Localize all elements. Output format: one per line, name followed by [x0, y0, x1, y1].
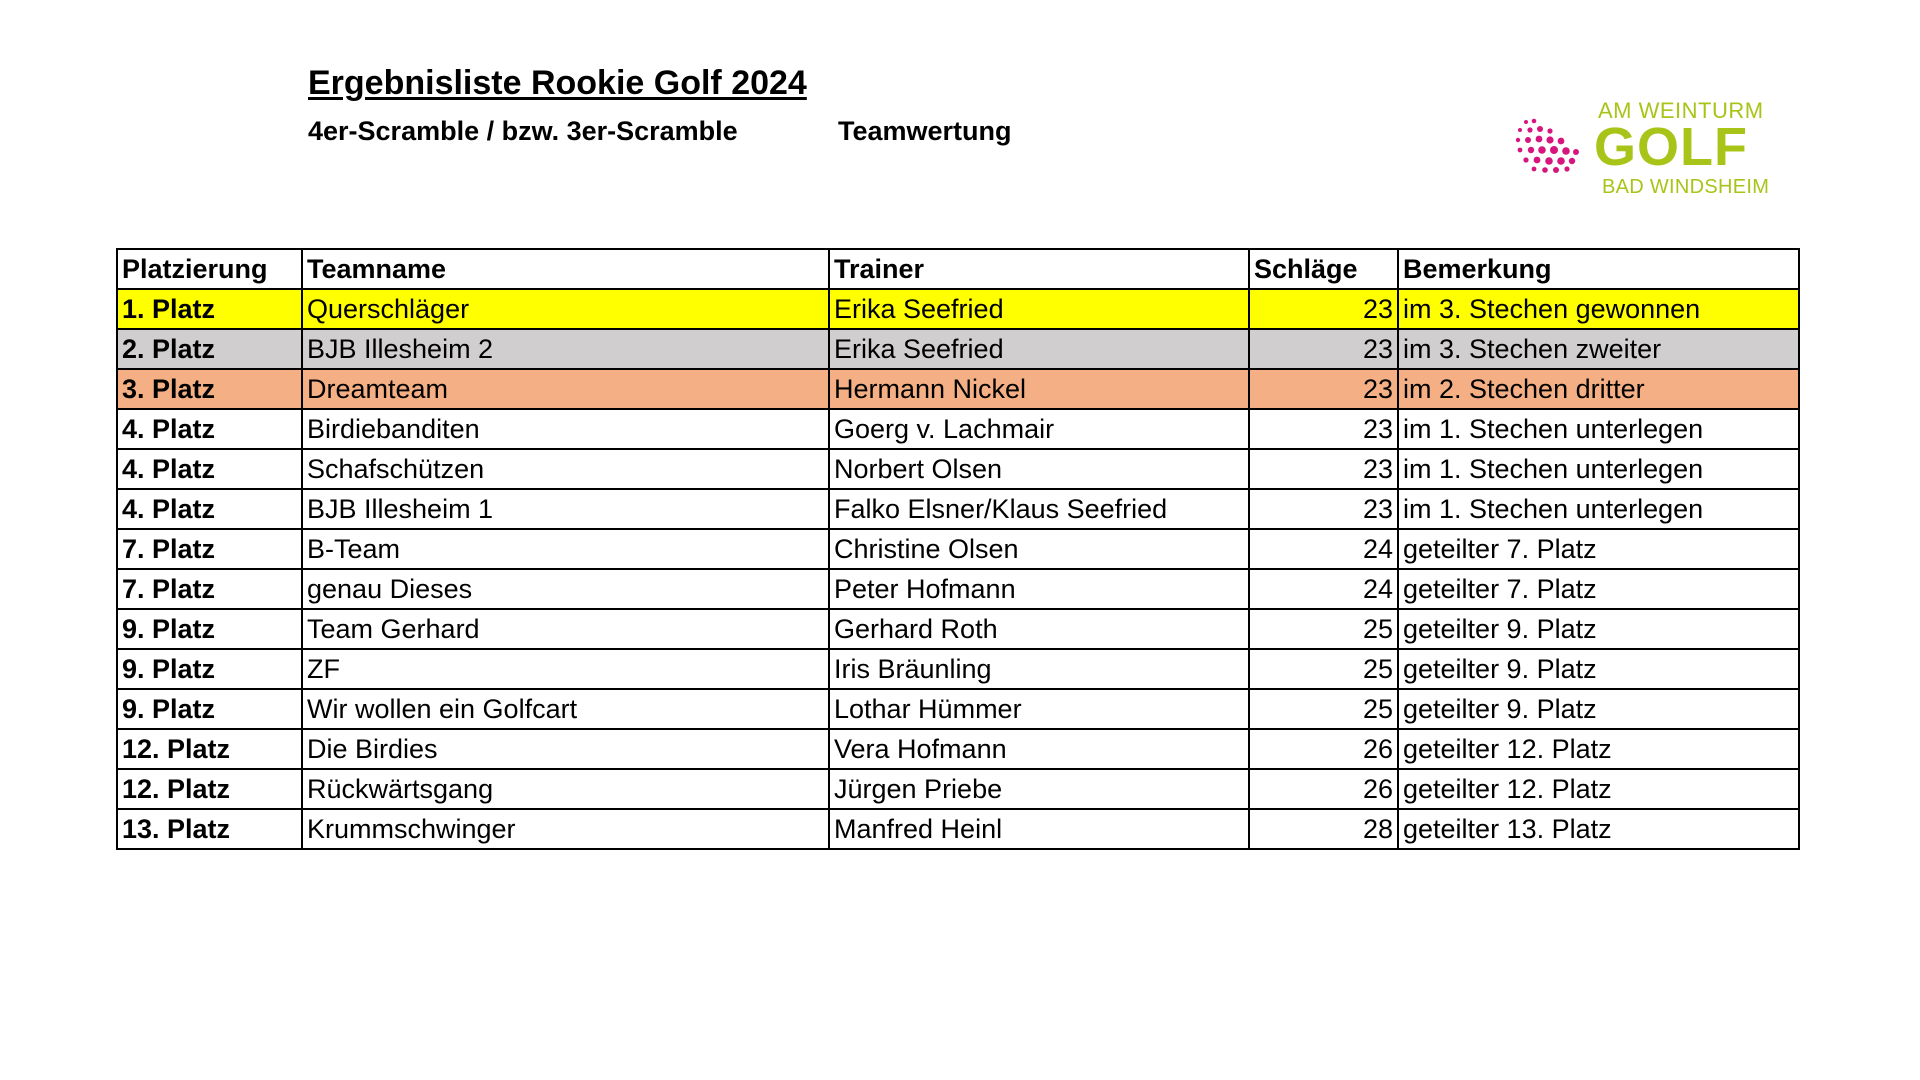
remark-cell: im 2. Stechen dritter: [1398, 369, 1799, 409]
trainer-cell: Erika Seefried: [829, 329, 1249, 369]
place-cell: 3. Platz: [117, 369, 302, 409]
strokes-cell: 23: [1249, 449, 1398, 489]
remark-cell: im 1. Stechen unterlegen: [1398, 489, 1799, 529]
table-row: [117, 489, 1799, 529]
table-row: [117, 689, 1799, 729]
trainer-cell: Manfred Heinl: [829, 809, 1249, 849]
strokes-cell: 23: [1249, 289, 1398, 329]
table-row: [117, 649, 1799, 689]
trainer-cell: Erika Seefried: [829, 289, 1249, 329]
strokes-cell: 25: [1249, 649, 1398, 689]
place-cell: 4. Platz: [117, 449, 302, 489]
golf-ball-dots-icon: [1512, 116, 1584, 176]
place-cell: 9. Platz: [117, 689, 302, 729]
document-subtitle-format: 4er-Scramble / bzw. 3er-Scramble: [308, 116, 738, 146]
remark-cell: geteilter 12. Platz: [1398, 769, 1799, 809]
team-name-cell: BJB Illesheim 1: [302, 489, 829, 529]
header-trainer: Trainer: [829, 249, 1249, 289]
table-row: [117, 449, 1799, 489]
trainer-cell: Norbert Olsen: [829, 449, 1249, 489]
strokes-cell: 23: [1249, 489, 1398, 529]
strokes-cell: 24: [1249, 569, 1398, 609]
remark-cell: geteilter 9. Platz: [1398, 649, 1799, 689]
table-row: [117, 769, 1799, 809]
place-cell: 7. Platz: [117, 529, 302, 569]
trainer-cell: Peter Hofmann: [829, 569, 1249, 609]
trainer-cell: Iris Bräunling: [829, 649, 1249, 689]
table-row: [117, 729, 1799, 769]
team-name-cell: Birdiebanditen: [302, 409, 829, 449]
strokes-cell: 23: [1249, 409, 1398, 449]
logo-top-text: AM WEINTURM: [1598, 98, 1764, 123]
header-strokes: Schläge: [1249, 249, 1398, 289]
table-row: [117, 609, 1799, 649]
team-name-cell: BJB Illesheim 2: [302, 329, 829, 369]
trainer-cell: Falko Elsner/Klaus Seefried: [829, 489, 1249, 529]
trainer-cell: Christine Olsen: [829, 529, 1249, 569]
team-name-cell: B-Team: [302, 529, 829, 569]
team-name-cell: Team Gerhard: [302, 609, 829, 649]
strokes-cell: 28: [1249, 809, 1398, 849]
place-cell: 1. Platz: [117, 289, 302, 329]
table-row: [117, 329, 1799, 369]
results-table-body: [117, 289, 1799, 849]
remark-cell: im 3. Stechen gewonnen: [1398, 289, 1799, 329]
place-cell: 13. Platz: [117, 809, 302, 849]
remark-cell: geteilter 9. Platz: [1398, 609, 1799, 649]
logo-main-text: GOLF: [1594, 117, 1748, 177]
table-row: [117, 569, 1799, 609]
remark-cell: geteilter 7. Platz: [1398, 529, 1799, 569]
table-row: [117, 409, 1799, 449]
team-name-cell: Querschläger: [302, 289, 829, 329]
strokes-cell: 24: [1249, 529, 1398, 569]
trainer-cell: Hermann Nickel: [829, 369, 1249, 409]
logo-bottom-text: BAD WINDSHEIM: [1602, 176, 1770, 198]
trainer-cell: Lothar Hümmer: [829, 689, 1249, 729]
club-logo: [1512, 96, 1780, 200]
team-name-cell: Krummschwinger: [302, 809, 829, 849]
trainer-cell: Vera Hofmann: [829, 729, 1249, 769]
document-title: Ergebnisliste Rookie Golf 2024: [308, 64, 807, 102]
strokes-cell: 26: [1249, 769, 1398, 809]
place-cell: 4. Platz: [117, 489, 302, 529]
team-name-cell: Die Birdies: [302, 729, 829, 769]
remark-cell: geteilter 12. Platz: [1398, 729, 1799, 769]
strokes-cell: 25: [1249, 689, 1398, 729]
remark-cell: geteilter 9. Platz: [1398, 689, 1799, 729]
team-name-cell: genau Dieses: [302, 569, 829, 609]
place-cell: 2. Platz: [117, 329, 302, 369]
strokes-cell: 23: [1249, 329, 1398, 369]
team-name-cell: Rückwärtsgang: [302, 769, 829, 809]
place-cell: 4. Platz: [117, 409, 302, 449]
header-remark: Bemerkung: [1398, 249, 1799, 289]
strokes-cell: 25: [1249, 609, 1398, 649]
place-cell: 9. Platz: [117, 649, 302, 689]
place-cell: 7. Platz: [117, 569, 302, 609]
strokes-cell: 26: [1249, 729, 1398, 769]
results-table: [116, 248, 1800, 850]
header-placement: Platzierung: [117, 249, 302, 289]
team-name-cell: ZF: [302, 649, 829, 689]
place-cell: 9. Platz: [117, 609, 302, 649]
place-cell: 12. Platz: [117, 729, 302, 769]
table-row: [117, 809, 1799, 849]
table-row: [117, 529, 1799, 569]
trainer-cell: Jürgen Priebe: [829, 769, 1249, 809]
team-name-cell: Wir wollen ein Golfcart: [302, 689, 829, 729]
remark-cell: geteilter 7. Platz: [1398, 569, 1799, 609]
header-team-name: Teamname: [302, 249, 829, 289]
team-name-cell: Dreamteam: [302, 369, 829, 409]
trainer-cell: Goerg v. Lachmair: [829, 409, 1249, 449]
remark-cell: geteilter 13. Platz: [1398, 809, 1799, 849]
document-subtitle-scoring: Teamwertung: [838, 116, 1012, 146]
team-name-cell: Schafschützen: [302, 449, 829, 489]
trainer-cell: Gerhard Roth: [829, 609, 1249, 649]
remark-cell: im 1. Stechen unterlegen: [1398, 409, 1799, 449]
table-header-row: [117, 249, 1799, 289]
table-row: [117, 289, 1799, 329]
table-row: [117, 369, 1799, 409]
place-cell: 12. Platz: [117, 769, 302, 809]
strokes-cell: 23: [1249, 369, 1398, 409]
remark-cell: im 1. Stechen unterlegen: [1398, 449, 1799, 489]
remark-cell: im 3. Stechen zweiter: [1398, 329, 1799, 369]
